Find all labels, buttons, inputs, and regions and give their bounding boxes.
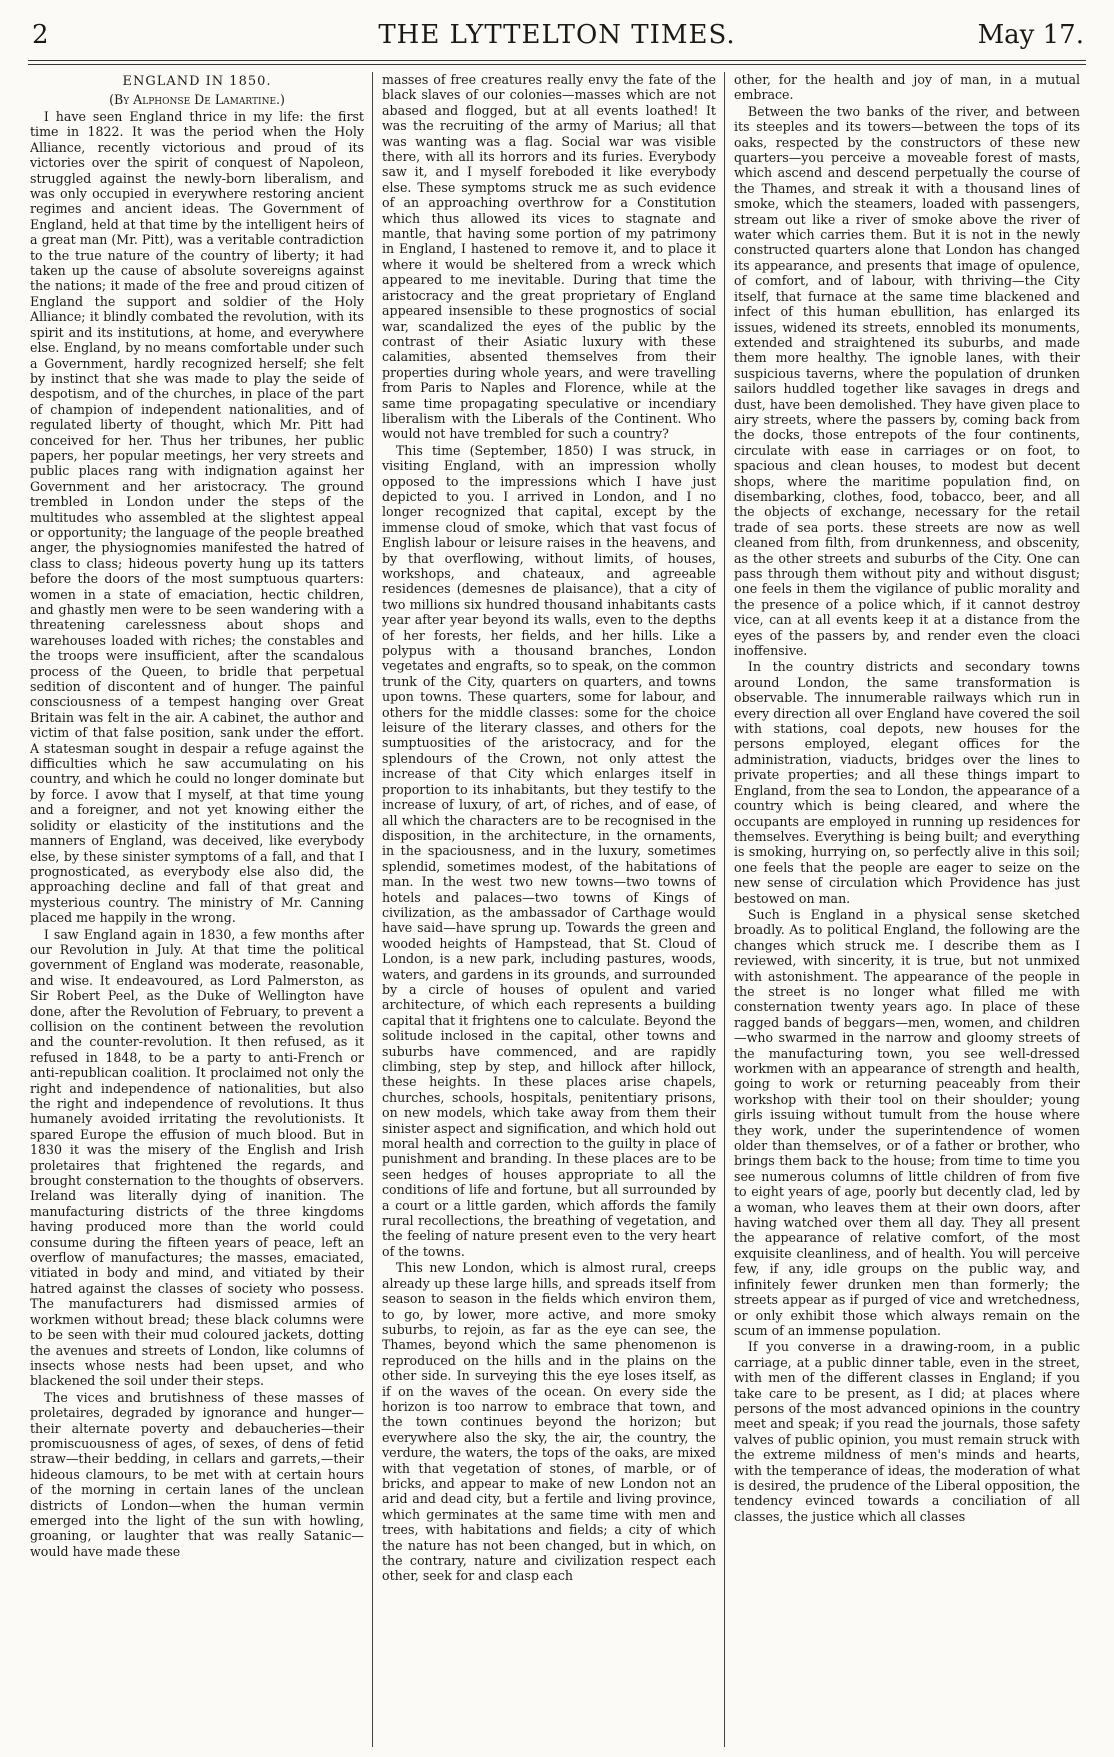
- paragraph: This new London, which is almost rural, creeps already up these large hills, and spreads itself from season to season in the fields which environ them, to go, by lower, more active, and more smoky suburbs, to rejoin, as far as the eye can see, the Thames, beyond which the same phenomenon is reproduced on the hills and in the plains on the other side. In surveying this the eye loses itself, as if on the waves of the ocean. On every side the horizon is too narrow to embrace that town, and the town continues beyond the horizon; but everywhere also the sky, the air, the country, the verdure, the waters, the tops of the oaks, are mixed with that vegetation of stones, of marble, or of bricks, and appear to make of new London not an arid and dead city, but a fertile and living province, which germinates at the same time with men and trees, with habitations and fields; a city of which the nature has not been changed, but in which, on the contrary, nature and civilization respect each other, seek for and clasp each: [382, 1260, 716, 1584]
- issue-date: May 17.: [977, 20, 1084, 50]
- article-byline: (By Alphonse De Lamartine.): [109, 92, 285, 107]
- paragraph: In the country districts and secondary towns around London, the same transformation is observable. The innumerable railways which run in every direction all over England have covered the soil with stations, coal depots, new houses for the persons employed, elegant offices for the administration, viaducts, bridges over the lines to private properties; and all these things impart to England, from the sea to London, the appearance of a country which is being cleared, and where the occupants are employed in running up residences for themselves. Everything is being built; and everything is smoking, hurrying on, so perfectly alive in this soil; one feels that the people are eager to seize on the new sense of circulation which Providence has just bestowed on man.: [734, 659, 1080, 906]
- page-number: 2: [32, 20, 49, 50]
- paragraph: I have seen England thrice in my life: the first time in 1822. It was the period when the Holy Alliance, recently victorious and proud of its victories over the spirit of conquest of Napoleon, struggled against the newly-born liberalism, and was only occupied in everywhere restoring ancient regimes and ancient ideas. The Government of England, held at that time by the intelligent heirs of a great man (Mr. Pitt), was a veritable contradiction to the true nature of the country of liberty; it had taken up the cause of absolute sovereigns against the nations; it made of the free and proud citizen of England the support and soldier of the Holy Alliance; it blindly combated the revolution, with its spirit and its institutions, at home, and everywhere else. England, by no means comfortable under such a Government, hardly recognized herself; she felt by instinct that she was made to play the seide of despotism, and of the churches, in place of the part of champion of independent nationalities, and of regulated liberty of thought, which Mr. Pitt had conceived for her. Thus her tribunes, her public papers, her popular meetings, her very streets and public places rang with indignation against her Government and her aristocracy. The ground trembled in London under the steps of the multitudes who assembled at the slightest appeal or opportunity; the language of the people breathed anger, the physiognomies manifested the hatred of class to class; hideous poverty hung up its tatters before the doors of the most sumptuous quarters: women in a state of emaciation, hectic children, and ghastly men were to be seen wandering with a threatening carelessness about shops and warehouses loaded with riches; the constables and the troops were insufficient, after the scandalous process of the Queen, to bridle that perpetual sedition of discontent and of hunger. The painful consciousness of a tempest hanging over Great Britain was felt in the air. A cabinet, the author and victim of that false position, sank under the effort. A statesman sought in despair a refuge against the difficulties which he saw accumulating on his country, and which he could no longer dominate but by force. I avow that I myself, at that time young and a foreigner, and not yet knowing either the solidity or elasticity of the institutions and the manners of England, was deceived, like everybody else, by these sinister symptoms of a fall, and that I prognosticated, as everybody else also did, the approaching decline and fall of that great and mysterious country. The ministry of Mr. Canning placed me happily in the wrong.: [30, 109, 364, 926]
- masthead: [28, 18, 1086, 58]
- paragraph: The vices and brutishness of these masses of proletaires, degraded by ignorance and hunger—their alternate poverty and debaucheries—their promiscuousness of ages, of sexes, of dens of fetid straw—their bedding, in cellars and garrets,—their hideous clamours, to be met with at certain hours of the morning in certain lanes of the unclean districts of London—when the human vermin emerged into the light of the sun with howling, groaning, or laughter that was really Satanic—would have made these: [30, 1389, 364, 1559]
- column-divider-2: [724, 72, 725, 1747]
- newspaper-title: THE LYTTELTON TIMES.: [378, 20, 736, 50]
- paragraph: masses of free creatures really envy the fate of the black slaves of our colonies—masses which are not abased and flogged, but at all events loathed! It was the recruiting of the army of Marius; all that was wanting was a flag. Social war was visible there, with all its horrors and its furies. Everybody saw it, and I myself foreboded it like everybody else. These symptoms struck me as such evidence of an approaching overthrow for a Constitution which thus allowed its vices to stagnate and mantle, that having some portion of my patrimony in England, I hastened to remove it, and to place it where it would be sheltered from a wreck which appeared to me inevitable. During that time the aristocracy and the great proprietary of England appeared insensible to these prognostics of social war, scandalized the eyes of the public by the contrast of their Asiatic luxury with these calamities, absented themselves from their properties during whole years, and were travelling from Paris to Naples and Florence, while at the same time propagating speculative or incendiary liberalism with the Liberals of the Continent. Who would not have trembled for such a country?: [382, 72, 716, 442]
- header-rule-bottom: [28, 64, 1086, 65]
- paragraph: other, for the health and joy of man, in a mutual embrace.: [734, 72, 1080, 103]
- header-rule-top: [28, 60, 1086, 61]
- paragraph: Between the two banks of the river, and between its steeples and its towers—between the tops of its oaks, respected by the constructors of these new quarters—you perceive a moveable forest of masts, which ascend and descend perpetually the course of the Thames, and streak it with a thousand lines of smoke, which the steamers, loaded with passengers, stream out like a river of smoke above the river of water which carries them. But it is not in the newly constructed quarters alone that London has changed its appearance, and presents that image of opulence, of comfort, and of labour, with thriving—the City itself, that furnace at the same time blackened and infect of this human ebullition, has enlarged its issues, widened its streets, ennobled its monuments, extended and straightened its suburbs, and made them more healthy. The ignoble lanes, with their suspicious taverns, where the population of drunken sailors huddled together like savages in dregs and dust, have been demolished. They have given place to airy streets, where the passers by, coming back from the docks, those entrepots of the four continents, circulate with ease in carriages or on foot, to spacious and clean houses, to modest but decent shops, where the maritime population find, on disembarking, clothes, food, tobacco, beer, and all the objects of exchange, necessary for the retail trade of sea ports. these streets are now as well cleaned from filth, from drunkenness, and obscenity, as the other streets and suburbs of the City. One can pass through them without pity and without disgust; one feels in them the vigilance of public morality and the presence of a police which, if it cannot destroy vice, can at all events keep it at a distance from the eyes of the passers by, and render even the cloaci inoffensive.: [734, 103, 1080, 659]
- paragraph: I saw England again in 1830, a few months after our Revolution in July. At that time the political government of England was moderate, reasonable, and wise. It endeavoured, as Lord Palmerston, as Sir Robert Peel, as the Duke of Wellington have done, after the Revolution of February, to prevent a collision on the continent between the revolution and the counter-revolution. It then refused, as it refused in 1848, to be a party to anti-French or anti-republican coalition. It proclaimed not only the right and independence of nationalities, but also the right and independence of revolutions. It thus humanely avoided irritating the revolutionists. It spared Europe the effusion of much blood. But in 1830 it was the misery of the English and Irish proletaires that frightened the regards, and brought consternation to the thoughts of observers. Ireland was literally dying of inanition. The manufacturing districts of the three kingdoms having produced more than the world could consume during the fifteen years of peace, left an overflow of manufactures; the masses, emaciated, vitiated in body and mind, and vitiated by their hatred against the classes of society who possess. The manufacturers had dismissed armies of workmen without bread; these black columns were to be seen with their mud coloured jackets, dotting the avenues and streets of London, like columns of insects whose nests had been upset, and who blackened the soil under their steps.: [30, 926, 364, 1389]
- column-1: [30, 72, 364, 1747]
- paragraph: Such is England in a physical sense sketched broadly. As to political England, the following are the changes which struck me. I describe them as I reviewed, with sincerity, it is true, but not unmixed with astonishment. The appearance of the people in the street is no longer what filled me with consternation twenty years ago. In place of these ragged bands of beggars—men, women, and children—who swarmed in the narrow and gloomy streets of the manufacturing town, you see well-dressed workmen with an appearance of strength and health, going to work or returning peaceably from their workshop with their tool on their shoulder; young girls issuing without tumult from the house where they work, under the superintendence of women older than themselves, or of a father or brother, who brings them back to the house; from time to time you see numerous columns of little children of from five to eight years of age, poorly but decently clad, led by a woman, who leaves them at their own doors, after having watched over them all day. They all present the appearance of relative comfort, of the most exquisite cleanliness, and of health. You will perceive few, if any, idle groups on the public way, and infinitely fewer drunken men than formerly; the streets appear as if purged of vice and wretchedness, or only exhibit those which always remain on the scum of an immense population.: [734, 906, 1080, 1338]
- column-3: [734, 72, 1080, 1747]
- paragraph: If you converse in a drawing-room, in a public carriage, at a public dinner table, even in the street, with men of the different classes in England; if you take care to be present, as I did; at places where persons of the most advanced opinions in the country meet and speak; if you read the journals, those safety valves of public opinion, you must remain struck with the extreme mildness of men's minds and hearts, with the temperance of ideas, the moderation of what is desired, the prudence of the Liberal opposition, the tendency evinced towards a conciliation of all classes, the justice which all classes: [734, 1339, 1080, 1524]
- column-divider-1: [372, 72, 373, 1747]
- column-2: [382, 72, 716, 1747]
- paragraph: This time (September, 1850) I was struck, in visiting England, with an impression wholly opposed to the impressions which I have just depicted to you. I arrived in London, and I no longer recognized that capital, except by the immense cloud of smoke, which that vast focus of English labour or leisure raises in the heavens, and by that overflowing, without limits, of houses, workshops, and chateaux, and agreeable residences (demesnes de plaisance), that a city of two millions six hundred thousand inhabitants casts year after year beyond its walls, even to the depths of her forests, her fields, and her hills. Like a polypus with a thousand branches, London vegetates and engrafts, so to speak, on the common trunk of the City, quarters on quarters, and towns upon towns. These quarters, some for labour, and others for the middle classes: some for the choice leisure of the literary classes, and others for the sumptuosities of the aristocracy, and for the splendours of the Crown, not only attest the increase of that City which enlarges itself in proportion to its inhabitants, but they testify to the increase of luxury, of art, of riches, and of ease, of all which the characters are to be recognised in the disposition, in the architecture, in the ornaments, in the spaciousness, and in the luxury, sometimes splendid, sometimes modest, of the habitations of man. In the west two new towns—two towns of hotels and palaces—two towns of Kings of civilization, as the ambassador of Carthage would have said—have sprung up. Towards the green and wooded heights of Hampstead, that St. Cloud of London, is a new park, including pastures, woods, waters, and gardens in its grounds, and surrounded by a circle of houses of opulent and varied architecture, of which each represents a building capital that it frightens one to calculate. Beyond the solitude inclosed in the capital, other towns and suburbs have commenced, and are rapidly climbing, step by step, and hillock after hillock, these heights. In these places arise chapels, churches, schools, hospitals, penitentiary prisons, on new models, which take away from them their sinister aspect and signification, and which hold out moral health and correction to the guilty in place of punishment and branding. In these places are to be seen hedges of houses appropriate to all the conditions of life and fortune, but all surrounded by a court or a little garden, which affords the family rural recollections, the breathing of vegetation, and the feeling of nature present even to the very heart of the towns.: [382, 442, 716, 1259]
- article-heading: ENGLAND IN 1850.: [122, 74, 272, 89]
